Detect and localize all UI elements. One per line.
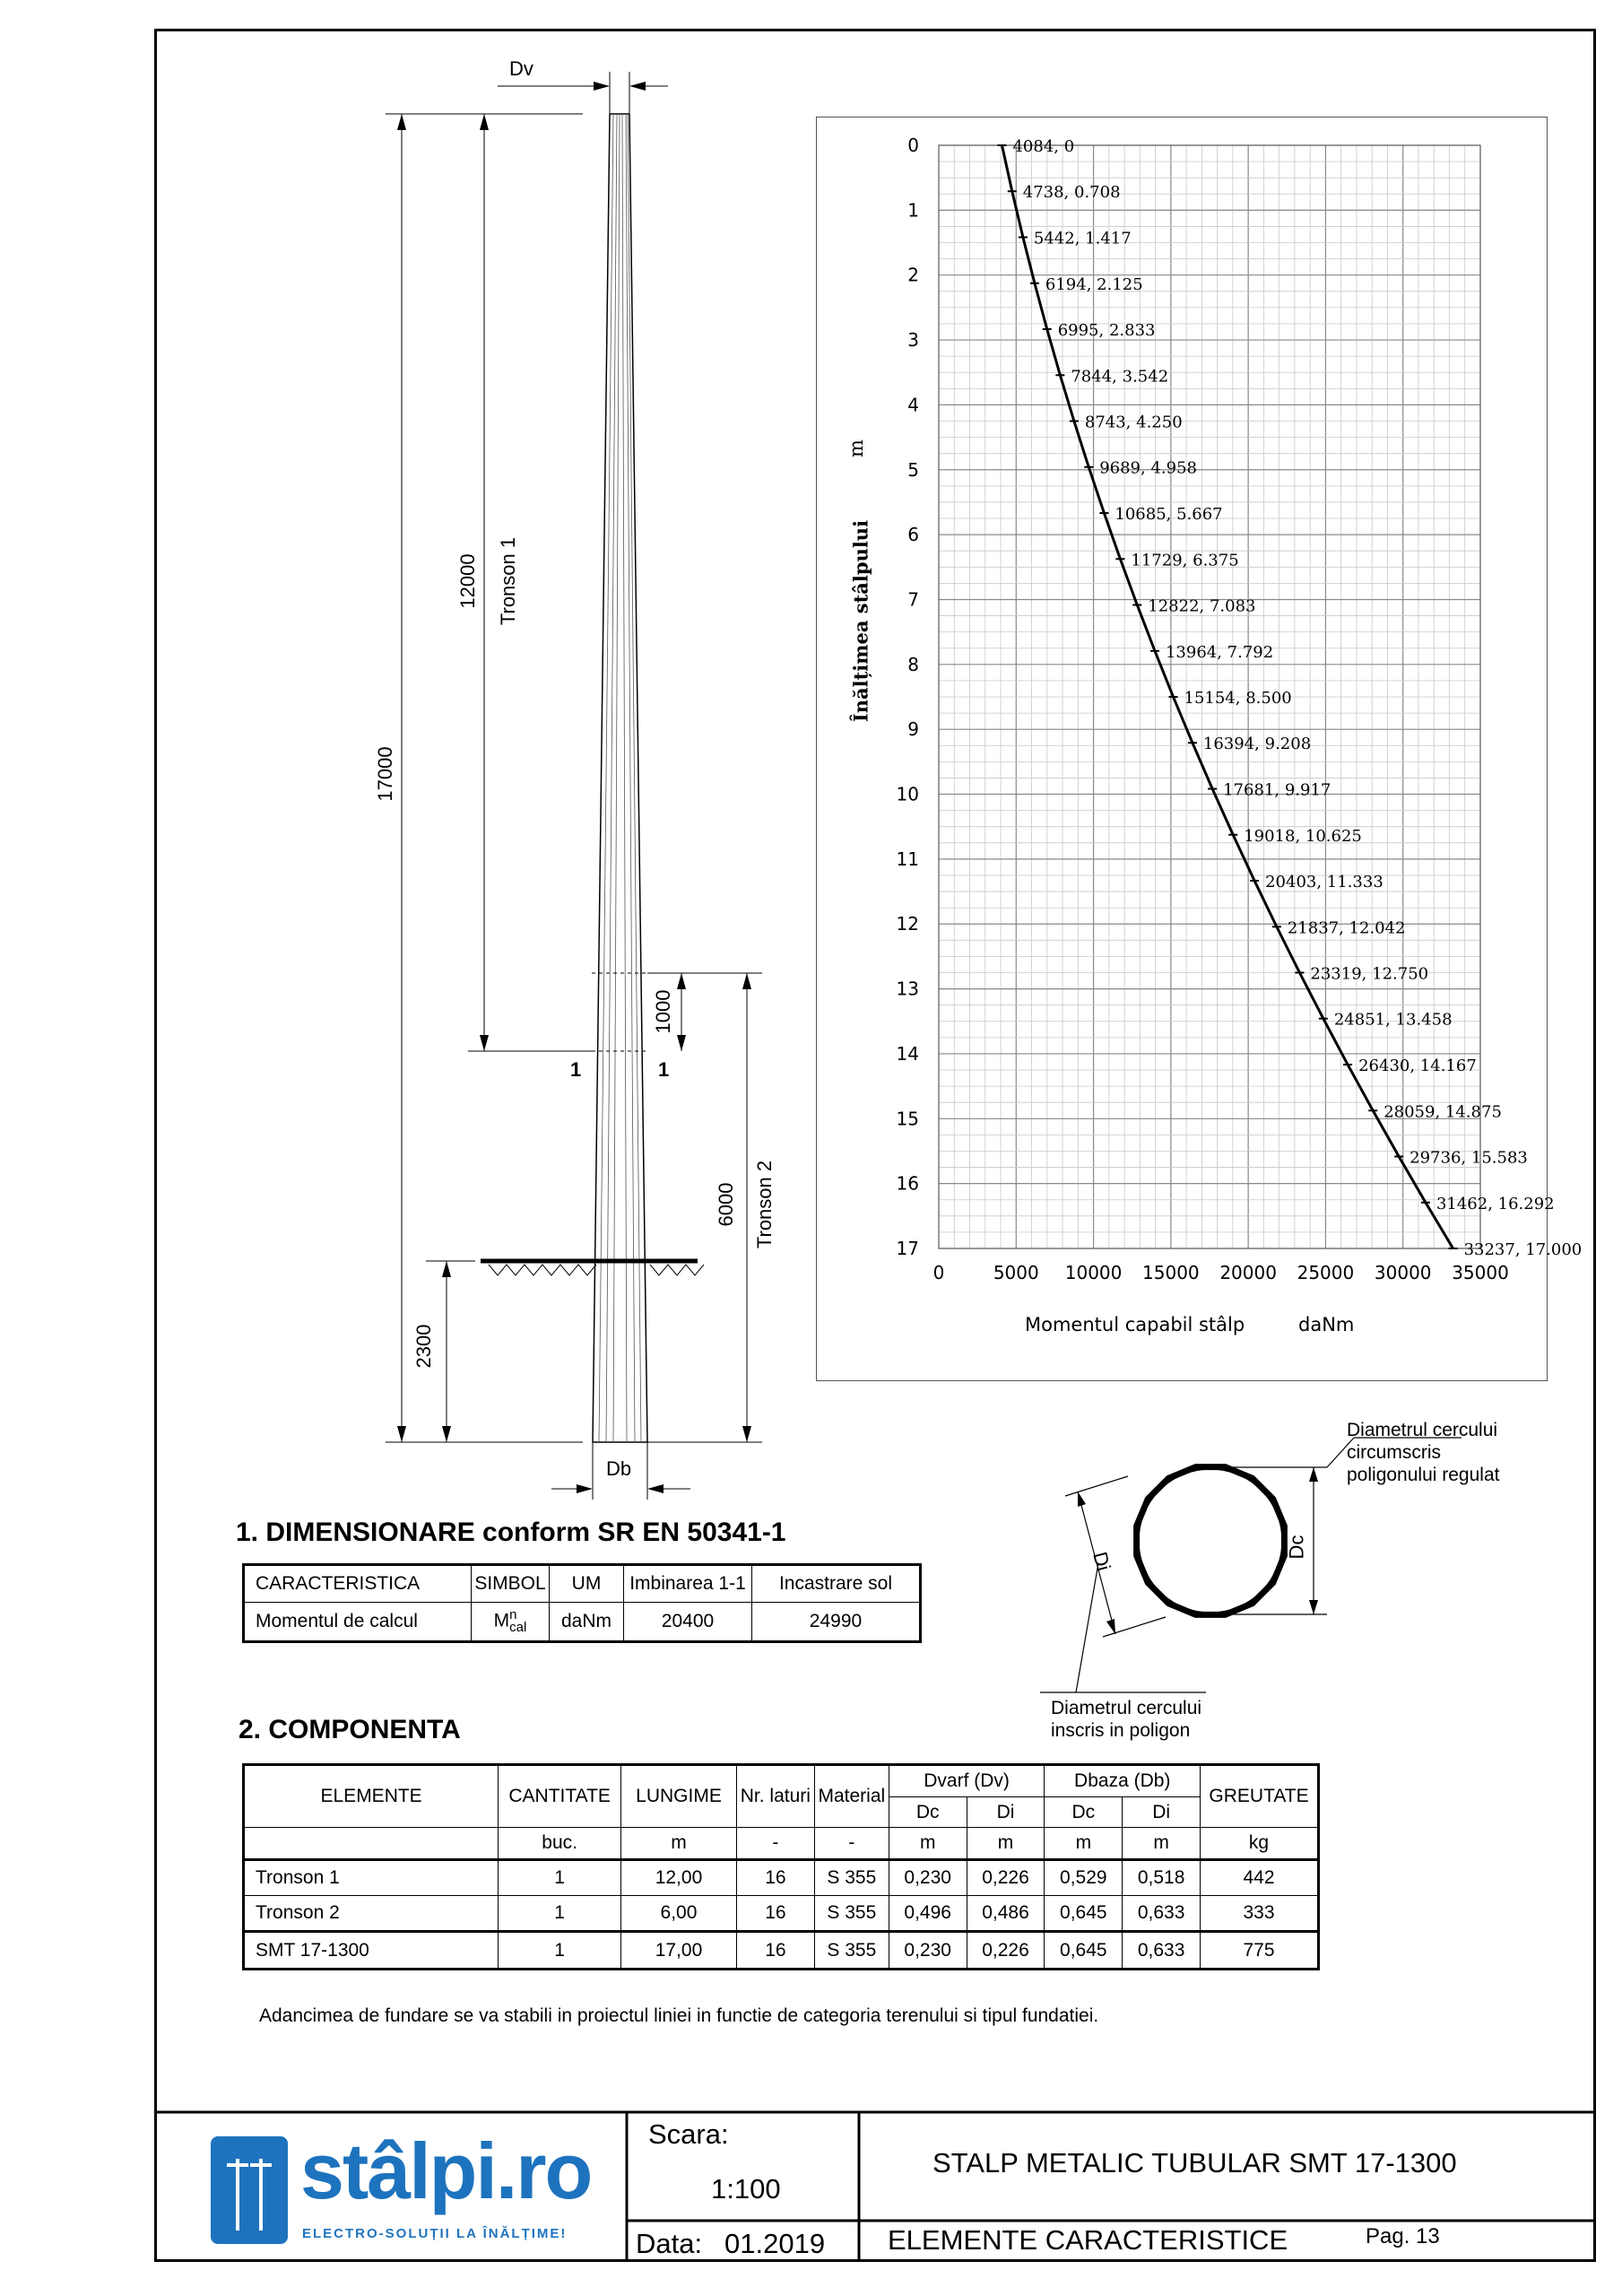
- data-point-label: 21837, 12.042: [1287, 918, 1406, 938]
- data-point-label: 23319, 12.750: [1310, 964, 1429, 984]
- t2-h-di2: Di: [1123, 1797, 1201, 1828]
- callout-top-line3: poligonului regulat: [1347, 1465, 1500, 1485]
- chart-xunit: daNm: [1298, 1314, 1355, 1335]
- y-tick-label: 14: [896, 1042, 919, 1065]
- cell: 0,529: [1045, 1860, 1123, 1896]
- cell: 16: [736, 1932, 814, 1970]
- data-point-label: 29736, 15.583: [1409, 1148, 1528, 1168]
- page-number: Pag. 13: [1366, 2224, 1440, 2248]
- cell: 16: [736, 1860, 814, 1896]
- db-label: Db: [606, 1457, 632, 1480]
- data-point-label: 26430, 14.167: [1358, 1057, 1477, 1076]
- dim-tronson1-label: 12000: [456, 553, 479, 609]
- x-tick-label: 25000: [1297, 1262, 1355, 1283]
- data-point-label: 5442, 1.417: [1033, 229, 1132, 248]
- data-value: 01.2019: [724, 2228, 826, 2259]
- y-tick-label: 0: [907, 135, 919, 156]
- cell-element: Tronson 1: [244, 1860, 499, 1896]
- t2-h-dbaza: Dbaza (Db): [1045, 1765, 1201, 1797]
- cell: 1: [499, 1860, 621, 1896]
- data-point-label: 8743, 4.250: [1084, 413, 1183, 432]
- cell: S 355: [814, 1860, 889, 1896]
- cell: 0,645: [1045, 1932, 1123, 1970]
- data-point-label: 15154, 8.500: [1184, 689, 1292, 708]
- t2-h-cantitate: CANTITATE: [499, 1765, 621, 1828]
- data-point-label: 11729, 6.375: [1131, 551, 1239, 570]
- x-tick-label: 20000: [1219, 1262, 1277, 1283]
- t1-h-imbinare: Imbinarea 1-1: [624, 1565, 752, 1603]
- t2-h-material: Material: [814, 1765, 889, 1828]
- unit-cell: m: [621, 1828, 737, 1860]
- chart-yunit: m: [845, 439, 867, 457]
- foundation-note: Adancimea de fundare se va stabili in proiectul liniei in functie de categoria terenului si tipul fundatiei.: [259, 2005, 1099, 2026]
- y-tick-label: 6: [907, 524, 919, 546]
- y-tick-label: 3: [907, 329, 919, 352]
- y-tick-label: 15: [896, 1108, 919, 1130]
- t2-h-dc1: Dc: [889, 1797, 967, 1828]
- data-point-label: 16394, 9.208: [1202, 735, 1312, 754]
- cell: 333: [1201, 1896, 1319, 1932]
- data-point-label: 31462, 16.292: [1436, 1194, 1555, 1213]
- cell-element: SMT 17-1300: [244, 1932, 499, 1970]
- t1-row-name: Momentul de calcul: [244, 1603, 472, 1642]
- x-tick-label: 5000: [993, 1262, 1039, 1283]
- data-point-label: 17681, 9.917: [1223, 780, 1331, 800]
- y-tick-label: 17: [896, 1238, 919, 1259]
- t2-h-di1: Di: [967, 1797, 1045, 1828]
- data-point-label: 7844, 3.542: [1071, 367, 1169, 387]
- polygon-di-label: Di: [1089, 1549, 1115, 1574]
- dim-total-label: 17000: [374, 746, 396, 802]
- data-point-label: 6995, 2.833: [1057, 320, 1156, 340]
- cell: 0,633: [1123, 1896, 1201, 1932]
- x-tick-label: 35000: [1452, 1262, 1509, 1283]
- unit-cell: m: [889, 1828, 967, 1860]
- unit-cell: m: [1045, 1828, 1123, 1860]
- cell: 775: [1201, 1932, 1319, 1970]
- dim-embed-label: 2300: [412, 1324, 435, 1369]
- data-point-label: 19018, 10.625: [1244, 826, 1362, 846]
- callout-top-line2: circumscris: [1347, 1442, 1441, 1463]
- y-tick-label: 2: [907, 264, 919, 286]
- cell: 0,645: [1045, 1896, 1123, 1932]
- x-tick-label: 30000: [1374, 1262, 1432, 1283]
- cell: 442: [1201, 1860, 1319, 1896]
- y-tick-label: 7: [907, 588, 919, 611]
- data-point-label: 10685, 5.667: [1115, 505, 1223, 525]
- t1-h-caracteristica: CARACTERISTICA: [244, 1565, 472, 1603]
- unit-cell: m: [967, 1828, 1045, 1860]
- unit-cell: buc.: [499, 1828, 621, 1860]
- cell: 0,230: [889, 1860, 967, 1896]
- y-tick-label: 5: [907, 458, 919, 481]
- chart-xlabel: Momentul capabil stâlp: [1025, 1314, 1245, 1335]
- data-point-label: 6194, 2.125: [1045, 274, 1143, 294]
- data-point-label: 20403, 11.333: [1265, 872, 1383, 891]
- cell: S 355: [814, 1896, 889, 1932]
- cell: 0,633: [1123, 1932, 1201, 1970]
- t2-h-laturi: Nr. laturi: [736, 1765, 814, 1828]
- t2-h-elemente: ELEMENTE: [244, 1765, 499, 1828]
- unit-cell: -: [736, 1828, 814, 1860]
- section-mark-left: 1: [570, 1058, 582, 1081]
- t2-h-dc2: Dc: [1045, 1797, 1123, 1828]
- y-tick-label: 1: [907, 199, 919, 222]
- data-point-label: 4084, 0: [1012, 137, 1075, 156]
- cell: S 355: [814, 1932, 889, 1970]
- cell: 0,226: [967, 1860, 1045, 1896]
- polygon-dc-label: Dc: [1285, 1535, 1308, 1560]
- data-point-label: 4738, 0.708: [1022, 183, 1121, 203]
- tronson2-label: Tronson 2: [753, 1160, 776, 1249]
- t2-h-dvarf: Dvarf (Dv): [889, 1765, 1045, 1797]
- y-tick-label: 8: [907, 653, 919, 675]
- cell: 6,00: [621, 1896, 737, 1932]
- data-point-label: 24851, 13.458: [1333, 1010, 1453, 1030]
- chart-ylabel-text: Înălțimea stâlpului: [849, 519, 872, 723]
- section-mark-right: 1: [658, 1058, 670, 1081]
- y-tick-label: 10: [896, 783, 919, 805]
- cell: 0,230: [889, 1932, 967, 1970]
- section2-title: 2. COMPONENTA: [239, 1715, 461, 1744]
- cell: 1: [499, 1932, 621, 1970]
- t1-row-imbinare: 20400: [624, 1603, 752, 1642]
- symbol-main: M: [493, 1610, 510, 1631]
- logo-tagline: ELECTRO-SOLUȚII LA ÎNĂLȚIME!: [302, 2226, 568, 2241]
- data-point-label: 9689, 4.958: [1099, 458, 1198, 478]
- x-tick-label: 10000: [1064, 1262, 1123, 1283]
- title-line1: STALP METALIC TUBULAR SMT 17-1300: [932, 2147, 1457, 2179]
- cell: 1: [499, 1896, 621, 1932]
- dv-label: Dv: [509, 57, 533, 80]
- cell: 16: [736, 1896, 814, 1932]
- t1-h-incastrare: Incastrare sol: [752, 1565, 921, 1603]
- section1-title: 1. DIMENSIONARE conform SR EN 50341-1: [236, 1518, 786, 1547]
- data-point-label: 28059, 14.875: [1383, 1102, 1502, 1122]
- data-point-label: 12822, 7.083: [1148, 596, 1256, 616]
- unit-cell: -: [814, 1828, 889, 1860]
- t2-h-greutate: GREUTATE: [1201, 1765, 1319, 1828]
- cell: 0,486: [967, 1896, 1045, 1932]
- t1-h-um: UM: [550, 1565, 624, 1603]
- cell: 12,00: [621, 1860, 737, 1896]
- cell: 0,518: [1123, 1860, 1201, 1896]
- cell: 0,496: [889, 1896, 967, 1932]
- logo-wordmark: stâlpi.ro: [300, 2126, 592, 2215]
- cell-element: Tronson 2: [244, 1896, 499, 1932]
- y-tick-label: 12: [896, 913, 919, 935]
- t1-row-incastrare: 24990: [752, 1603, 921, 1642]
- symbol-sup: n: [509, 1607, 517, 1622]
- scara-label: Scara:: [648, 2118, 729, 2150]
- t1-h-simbol: SIMBOL: [472, 1565, 550, 1603]
- logo-pylon-icon: [211, 2136, 288, 2244]
- dim-tronson2-label: 6000: [715, 1182, 737, 1227]
- y-tick-label: 4: [907, 394, 919, 416]
- data-label: Data:: [636, 2228, 703, 2259]
- y-tick-label: 16: [896, 1172, 919, 1195]
- callout-bottom-line2: inscris in poligon: [1051, 1720, 1191, 1741]
- t2-h-lungime: LUNGIME: [621, 1765, 737, 1828]
- cell: 0,226: [967, 1932, 1045, 1970]
- cell: 17,00: [621, 1932, 737, 1970]
- x-tick-label: 0: [932, 1262, 945, 1283]
- y-tick-label: 11: [896, 848, 919, 870]
- data-point-label: 33237, 17.000: [1463, 1240, 1583, 1259]
- callout-bottom-line1: Diametrul cercului: [1051, 1698, 1202, 1718]
- y-tick-label: 13: [896, 978, 919, 1000]
- scara-value: 1:100: [711, 2173, 781, 2205]
- unit-cell: kg: [1201, 1828, 1319, 1860]
- callout-top-line1: Diametrul cercului: [1347, 1420, 1498, 1440]
- unit-cell: m: [1123, 1828, 1201, 1860]
- dim-overlap-label: 1000: [652, 989, 674, 1034]
- t1-row-um: daNm: [550, 1603, 624, 1642]
- tronson1-label: Tronson 1: [497, 536, 519, 626]
- x-tick-label: 15000: [1142, 1262, 1200, 1283]
- symbol-sub: cal: [509, 1620, 527, 1635]
- data-point-label: 13964, 7.792: [1165, 642, 1274, 662]
- title-line2: ELEMENTE CARACTERISTICE: [888, 2224, 1288, 2256]
- y-tick-label: 9: [907, 718, 919, 741]
